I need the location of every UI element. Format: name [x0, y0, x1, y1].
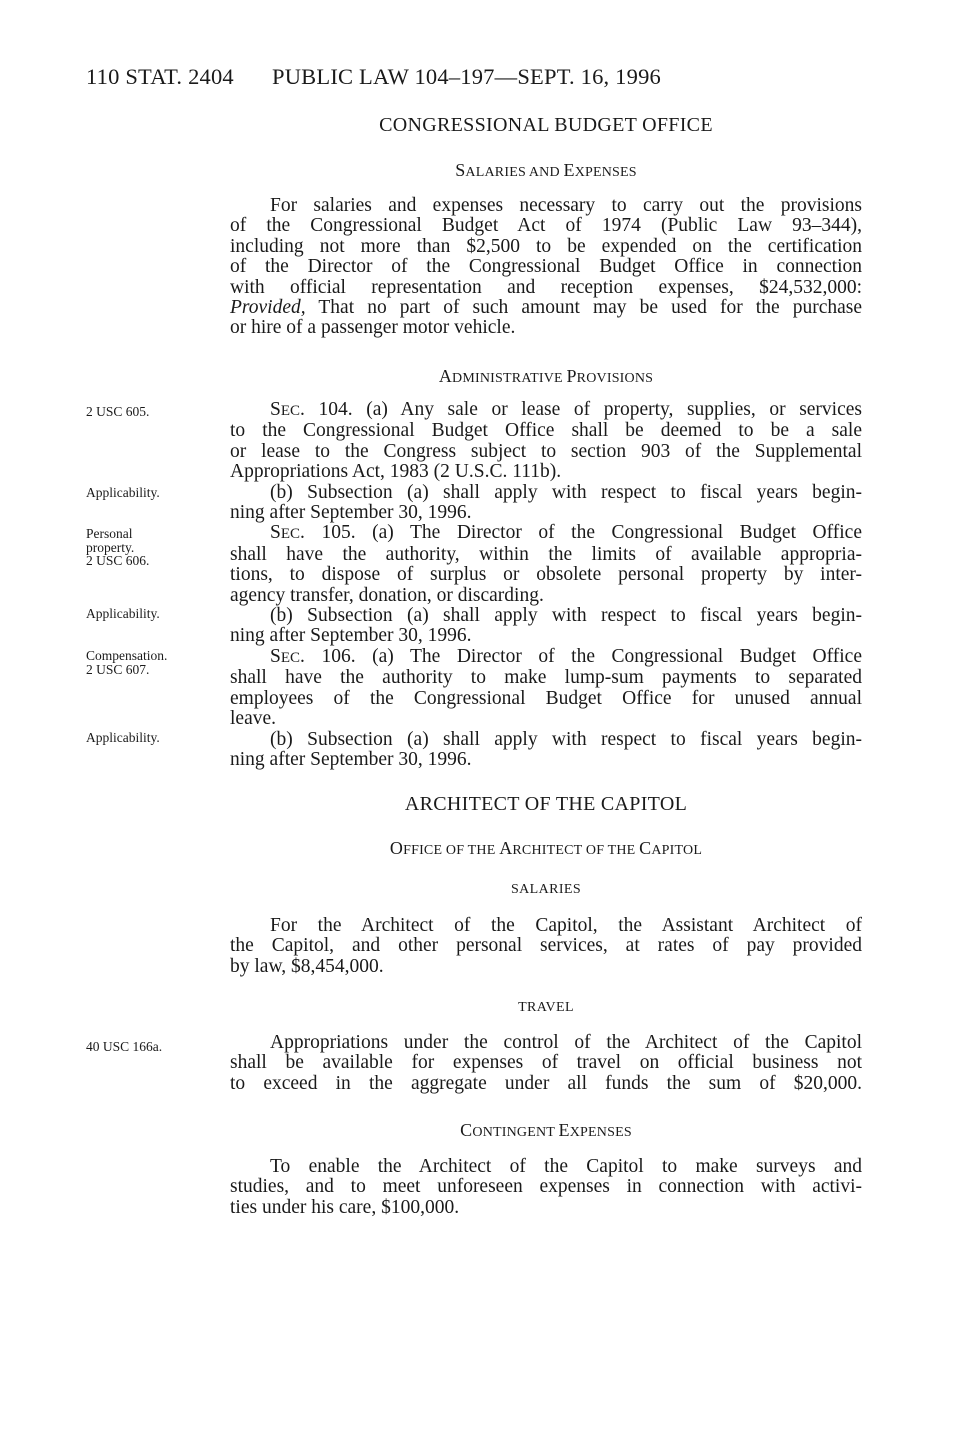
cbo-title: CONGRESSIONAL BUDGET OFFICE: [379, 114, 713, 136]
sec-106-lead: SEC. 106. (a) The Director of the Congressional Budget Office: [270, 645, 862, 667]
page-header-title: PUBLIC LAW 104–197—SEPT. 16, 1996: [272, 64, 661, 89]
aoc-office-heading: OFFICE OF THE ARCHITECT OF THE CAPITOL: [389, 838, 703, 858]
margin-note-applicability-3: Applicability.: [86, 730, 160, 745]
margin-note-applicability-1: Applicability.: [86, 485, 160, 500]
aoc-salaries-heading: SALARIES: [510, 882, 582, 897]
aoc-travel-paragraph: Appropriations under the control of the Architect of the Capitol shall be available for expenses of travel on official business not to exceed in the aggregate under all funds the sum of $20,000.: [230, 1032, 862, 1094]
cbo-sections-104-106: SEC. 104. (a) Any sale or lease of property, supplies, or services to the Congressional Budget Office shall be deemed to be a sale or lease to the Congress subject to section 903 of the Supplemental Appropriations Act, 1983 (2 U.S.C. 111b). (b) Subsection (a) shall apply with respect to fiscal years begin- ning after September 30, 1996. SEC. 105. (a) The Director of the Congressional Budget Office shall have the authority, within the limits of available appropria- tions, to dispose of surplus or obsolete personal property by inter- agency transfer, donation, or discarding. (b) Subsection (a) shall apply with respect to fiscal years begin- ning after September 30, 1996. SEC. 106. (a) The Director of the Congressional Budget Office shall have the authority to make lump-sum payments to separated employees of the Congressional Budget Office for unused annual leave. (b) Subsection (a) shall apply with respect to fiscal years begin- ning after September 30, 1996.: [230, 399, 862, 770]
aoc-contingent-heading: CONTINGENT EXPENSES: [460, 1120, 632, 1140]
provided-word: Provided,: [230, 297, 306, 319]
page-stat-citation: 110 STAT. 2404: [86, 64, 234, 89]
margin-note-2usc605: 2 USC 605.: [86, 404, 150, 419]
cbo-salaries-paragraph: For salaries and expenses necessary to carry out the provisions of the Congressional Budget Act of 1974 (Public Law 93–344), including not more than $2,500 to be expended on the certification of the Director of the Congressional Budget Office in connection with official representation and reception expenses, $24,532,000: Provided, That no part of such amount may be used for the purchase or hire of a passenger motor vehicle.: [230, 195, 863, 339]
provided-line: Provided, That no part of such amount may be used for the purchase: [230, 297, 863, 319]
cbo-admin-provisions-heading: ADMINISTRATIVE PROVISIONS: [438, 366, 654, 386]
margin-note-40usc166a: 40 USC 166a.: [86, 1039, 163, 1054]
margin-note-personal-property: Personal property. 2 USC 606.: [86, 526, 150, 568]
cbo-salaries-heading: SALARIES AND EXPENSES: [455, 160, 637, 180]
sec-104-lead: SEC. 104. (a) Any sale or lease of property, supplies, or services: [270, 399, 862, 420]
margin-note-compensation: Compensation. 2 USC 607.: [86, 648, 168, 677]
aoc-salaries-paragraph: For the Architect of the Capitol, the Assistant Architect of the Capitol, and other personal services, at rates of pay provided by law, $8,454,000.: [230, 915, 862, 977]
sec-105-lead: SEC. 105. (a) The Director of the Congressional Budget Office: [270, 522, 862, 544]
aoc-travel-heading: TRAVEL: [518, 1000, 574, 1015]
aoc-title: ARCHITECT OF THE CAPITOL: [404, 793, 688, 815]
margin-note-applicability-2: Applicability.: [86, 606, 160, 621]
aoc-contingent-paragraph: To enable the Architect of the Capitol to make surveys and studies, and to meet unforeseen expenses in connection with activi- ties under his care, $100,000.: [230, 1156, 862, 1218]
